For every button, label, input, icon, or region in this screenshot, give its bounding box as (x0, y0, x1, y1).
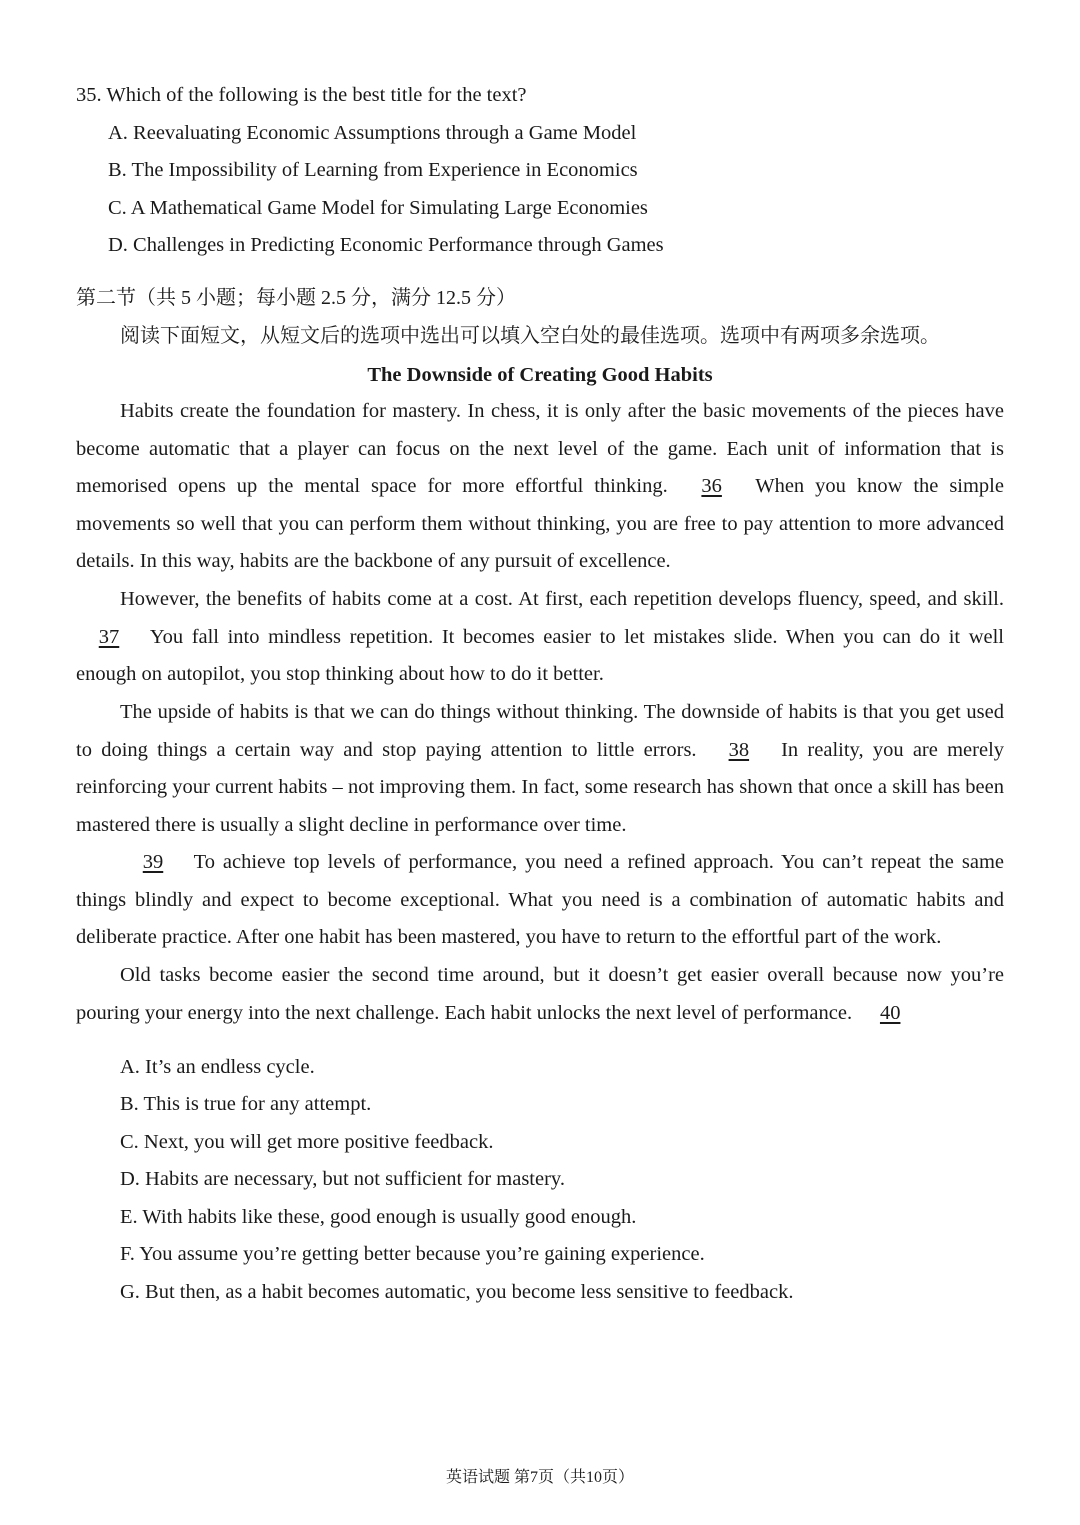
question-35-option-c: C. A Mathematical Game Model for Simulating Large Economies (108, 197, 648, 219)
passage-paragraph-3 (76, 694, 1004, 844)
blank-37: 37 (98, 625, 120, 648)
choice-c: C. Next, you will get more positive feedback. (120, 1131, 494, 1153)
paragraph-text: Habits create the foundation for mastery. In chess, it is only after the basic movements of the pieces have become automatic that a player can focus on the next level of the game. Each unit of information that is memorised opens up the mental space for more effortful thinking. (76, 400, 1004, 498)
choice-a: A. It’s an endless cycle. (120, 1056, 315, 1078)
blank-40: 40 (879, 1001, 901, 1024)
passage-title: The Downside of Creating Good Habits (367, 364, 713, 386)
page-footer: 英语试题 第7页（共10页） (445, 1469, 634, 1486)
paragraph-text: You fall into mindless repetition. It becomes easier to let mistakes slide. When you can do it well enough on autopilot, you stop thinking about how to do it better. (76, 625, 1004, 686)
choice-g: G. But then, as a habit becomes automatic, you become less sensitive to feedback. (120, 1281, 794, 1303)
paragraph-text: In reality, you are merely reinforcing your current habits – not improving them. In fact, some research has shown that once a skill has been mastered there is usually a slight decline in performance over time. (76, 738, 1005, 836)
paragraph-text: The upside of habits is that we can do things without thinking. The downside of habits is that you get used to doing things a certain way and stop paying attention to little errors. (76, 701, 1004, 761)
choice-b: B. This is true for any attempt. (120, 1093, 372, 1115)
passage-paragraph-2 (76, 581, 1004, 694)
choice-d: D. Habits are necessary, but not sufficient for mastery. (120, 1168, 565, 1190)
passage-paragraph-5 (76, 957, 1004, 1032)
section-heading: 第二节（共 5 小题；每小题 2.5 分，满分 12.5 分） (76, 287, 516, 309)
paragraph-text: However, the benefits of habits come at a cost. At first, each repetition develops fluency, speed, and skill. (120, 588, 1004, 610)
paragraph-text: When you know the simple movements so well that you can perform them without thinking, you are free to pay attention to more advanced details. In this way, habits are the backbone of any pursuit of excellence. (76, 475, 1004, 573)
paragraph-text: Old tasks become easier the second time around, but it doesn’t get easier overall because now you’re pouring your energy into the next challenge. Each habit unlocks the next level of performance. (76, 964, 1004, 1024)
section-instruction: 阅读下面短文，从短文后的选项中选出可以填入空白处的最佳选项。选项中有两项多余选项。 (120, 325, 940, 347)
question-35-option-d: D. Challenges in Predicting Economic Performance through Games (108, 234, 664, 256)
choice-e: E. With habits like these, good enough is usually good enough. (120, 1206, 637, 1228)
question-35-option-b: B. The Impossibility of Learning from Experience in Economics (108, 159, 638, 181)
paragraph-text: To achieve top levels of performance, you need a refined approach. You can’t repeat the same things blindly and expect to become exceptional. What you need is a combination of automatic habits and deliberate practice. After one habit has been mastered, you have to return to the effortful part of the work. (76, 851, 1004, 949)
question-35-option-a: A. Reevaluating Economic Assumptions through a Game Model (108, 122, 637, 144)
passage-paragraph-4 (76, 844, 1004, 957)
question-35-stem: 35. Which of the following is the best title for the text? (76, 84, 527, 106)
choice-f: F. You assume you’re getting better because you’re gaining experience. (120, 1243, 705, 1265)
blank-39: 39 (142, 851, 164, 873)
passage-paragraph-1 (76, 393, 1004, 581)
blank-38: 38 (728, 738, 750, 761)
blank-36: 36 (701, 475, 722, 498)
